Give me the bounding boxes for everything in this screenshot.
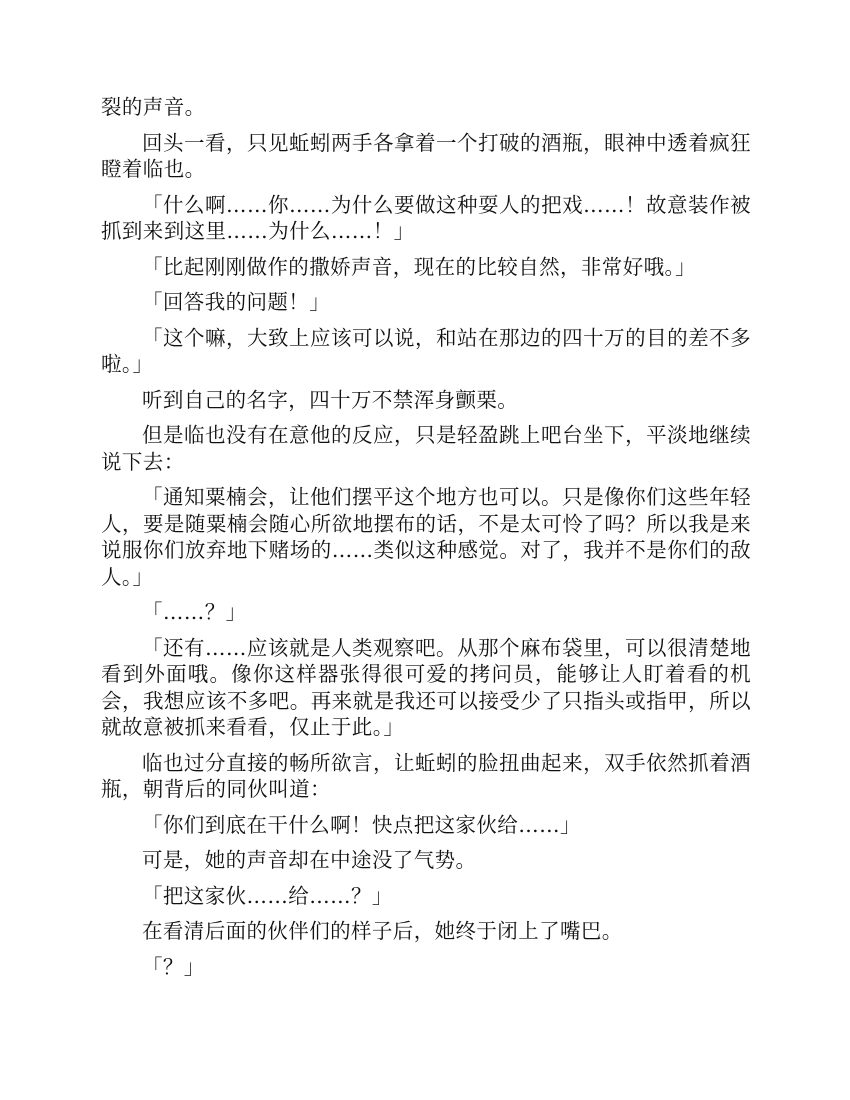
paragraph: 「通知粟楠会，让他们摆平这个地方也可以。只是像你们这些年轻人，要是随粟楠会随心所欲地摆布的话，不是太可怜了吗？所以我是来说服你们放弃地下赌场的……类似这种感觉。对了，我并不是你们的敌人。」 xyxy=(101,485,751,589)
paragraph: 但是临也没有在意他的反应，只是轻盈跳上吧台坐下，平淡地继续说下去： xyxy=(101,423,751,474)
paragraph: 听到自己的名字，四十万不禁浑身颤栗。 xyxy=(142,387,519,412)
paragraph: 回头一看，只见蚯蚓两手各拿着一个打破的酒瓶，眼神中透着疯狂瞪着临也。 xyxy=(101,130,751,181)
paragraph: 可是，她的声音却在中途没了气势。 xyxy=(142,848,477,872)
paragraph: 「比起刚刚做作的撒娇声音，现在的比较自然，非常好哦。」 xyxy=(142,254,697,279)
paragraph: 「回答我的问题！」 xyxy=(142,290,331,314)
paragraph: 「还有……应该就是人类观察吧。从那个麻布袋里，可以很清楚地看到外面哦。像你这样器张得很可爱的拷问员，能够让人盯着看的机会，我想应该不多吧。再来就是我还可以接受少了只指头或指甲，所以就故意被抓来看看，仅止于此。」 xyxy=(101,635,751,739)
paragraph: 「你们到底在干什么啊！快点把这家伙给……」 xyxy=(142,812,581,837)
paragraph: 在看清后面的伙伴们的样子后，她终于闭上了嘴巴。 xyxy=(142,919,623,943)
book-page-body xyxy=(101,94,751,989)
paragraph: 临也过分直接的畅所欲言，让蚯蚓的脸扭曲起来，双手依然抓着酒瓶，朝背后的同伙叫道： xyxy=(101,750,751,801)
paragraph: 「？」 xyxy=(142,954,205,979)
paragraph: 「这个嘛，大致上应该可以说，和站在那边的四十万的目的差不多啦。」 xyxy=(101,325,751,376)
paragraph: 「……？」 xyxy=(142,600,247,624)
paragraph: 「什么啊……你……为什么要做这种耍人的把戏……！故意装作被抓到来到这里……为什么……！」 xyxy=(101,192,751,243)
paragraph: 「把这家伙……给……？」 xyxy=(142,883,393,908)
paragraph: 裂的声音。 xyxy=(101,95,206,119)
